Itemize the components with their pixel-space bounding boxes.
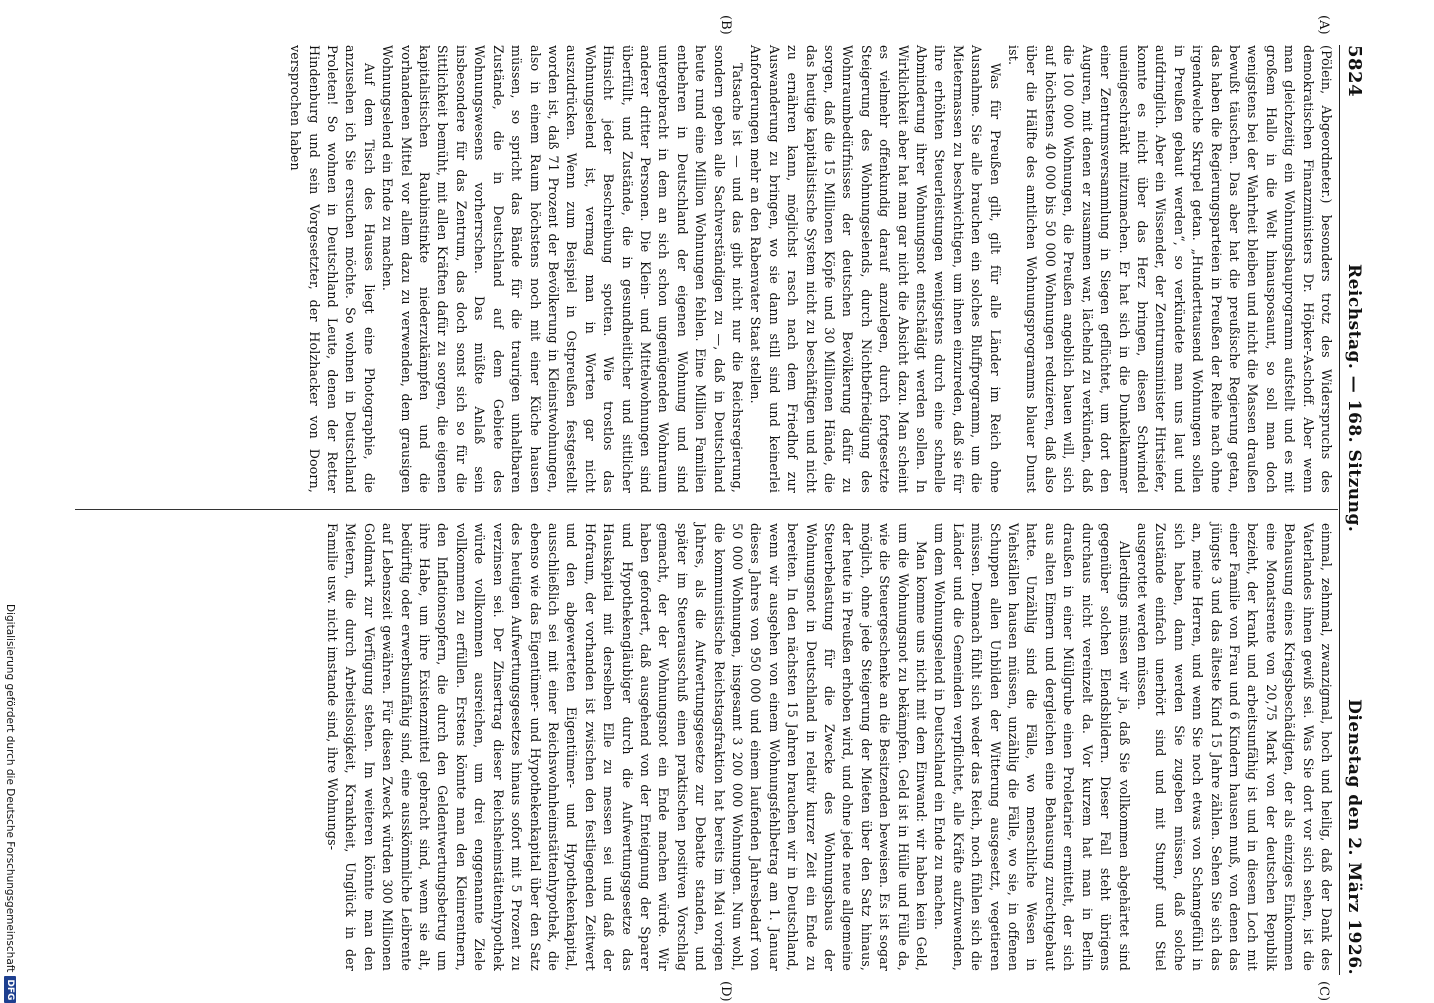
column-divider xyxy=(75,509,1338,510)
paragraph: Auf dem Tisch des Hauses liegt eine Photographie, die anzusehen ich Sie ersuchen möchte. So wohnen in Deutschland Proleten! So wohnen in Deutschland Leute, denen der Retter Hindenburg und sein Vorgesetzter, der Holzhacker von Doorn, versprochen haben xyxy=(288,45,377,493)
margin-marker-b: (B) xyxy=(718,15,733,35)
margin-marker-c: (C) xyxy=(1316,981,1331,1002)
paragraph: Was für Preußen gilt, gilt für alle Länder im Reich ohne Ausnahme. Sie alle brauchen ein solches Bluffprogramm, um die Mietermassen zu beschwichtigen, um ihnen einzureden, daß sie für ihre erhöhten Steuerleistungen wenigstens durch eine schnelle Abminderung ihrer Wohnungsnot entschädigt werden sollen. In Wirklichkeit aber hat man gar nicht die Absicht dazu. Man scheint es vielmehr offenkundig darauf anzulegen, durch fortgesetzte Steigerung des Wohnungselends, durch Nichtbefriedigung des Wohnraumbedürfnisses der deutschen Bevölkerung dafür zu sorgen, daß die 15 Millionen Köpfe und 30 Millionen Hände, die das heutige kapitalistische System nicht zu beschäftigen und nicht zu ernähren kann, möglichst rasch nach dem Friedhof zur Auswanderung zu bringen, wo sie dann still sind und keinerlei Anforderungen mehr an den Rabenvater Staat stellen. xyxy=(748,45,1003,493)
session-date: Dienstag den 2. März 1926. xyxy=(1344,699,1364,975)
page-number: 5824 xyxy=(1344,45,1365,98)
credit-text: Digitalisierung gefördert durch die Deutsche Forschungsgemeinschaft xyxy=(4,604,16,973)
paragraph: Man komme uns nicht mit dem Einwand: wir haben kein Geld, um die Wohnungsnot zu bekämpfen. Geld ist in Hülle und Fülle da, wie die Steuergeschenke an die Besitzenden beweisen. Es ist sogar möglich, ohne jede Steigerung der Mieten über den Satz hinaus, der heute in Preußen erhoben wird, und ohne jede neue allgemeine Steuerbelastung für die Zwecke des Wohnungsbaus der Wohnungsnot in Deutschland in relativ kurzer Zeit ein Ende zu bereiten. In den nächsten 15 Jahren brauchen wir in Deutschland, wenn wir ausgehen von einem Wohnungsfehlbetrag am 1. Januar dieses Jahres von 950 000 und einem laufenden Jahresbedarf von 50 000 Wohnungen, insgesamt 3 200 000 Wohnungen. Nun wohl, die kommunistische Reichstagsfraktion hat bereits im Mai vorigen Jahres, als die Aufwertungsgesetze zur Debatte standen, und später im Steuerausschuß einen praktischen positiven Vorschlag gemacht, der der Wohnungsnot ein Ende machen würde. Wir haben gefordert, daß ausgehend von der Enteignung der Sparer und Hypothekengläubiger durch die Aufwertungsgesetze das Hauskapital mit derselben Elle zu messen sei und daß der Hofraum, der vorhanden ist zwischen den festliegenden Zeitwert und den abgewerteten Eigentümer- und Hypothekenkapital, ausschließlich sei mit einer Reichswohnheimstättenhypothek, die ebenso wie das Eigentümer- und Hypothekenkapital über den Satz des heutigen Aufwertungsgesetzes hinaus sofort mit 5 Prozent zu verzinsen sei. Der Zinsertrag dieser Reichsheimstättenhypothek würde vollkommen ausreichen, um drei enggenannte Ziele vollkommen zu erfüllen. Erstens könnte man den Kleinrentnern, den Inflationsopfern, die durch den Geldentwertungsbetrug um ihre Habe, um ihre Existenzmittel gebracht sind, wenn sie alt, bedürftig oder erwerbsunfähig sind, eine ausskömmliche Leibrente auf Lebenszeit gewähren. Für diesen Zweck würden 300 Millionen Goldmark zur Verfügung stehen. Im weiteren könnte man den Mietern, die durch Arbeitslosigkeit, Krankheit, Unglück in der Familie usw. nicht imstande sind, ihre Wohnungs- xyxy=(325,523,930,971)
right-column xyxy=(65,523,1335,971)
session-title: Reichstag. — 168. Sitzung. xyxy=(1344,263,1364,533)
paragraph: einmal, zehnmal, zwanzigmal, hoch und heilig, daß der Dank des Vaterlandes ihnen gewiß sei. Was Sie dort vor sich sehen, ist die Behausung eines Kriegsbeschädigten, der als einziges Einkommen eine Monatsrente von 20,75 Mark von der deutschen Republik bezieht, der krank und arbeitsunfähig ist und in diesem Loch mit einer Familie von Frau und 6 Kindern hausen muß, von denen das jüngste 3 und das älteste Kind 15 Jahre zählen. Sehen Sie sich das an, meine Herren, und wenn Sie noch etwas von Schamgefühl in sich haben, dann werden Sie zugeben müssen, daß solche Zustände einfach unerhört sind und mit Stumpf und Stiel ausgerottet werden müssen. xyxy=(1134,523,1334,971)
header-rule xyxy=(1339,45,1340,975)
paragraph: Tatsache ist — und das gibt nicht nur die Reichsregierung, sondern geben alle Sachverständigen zu —, daß in Deutschland heute rund eine Million Wohnungen fehlen. Eine Million Familien entbehren in Deutschland der eigenen Wohnung und sind untergebracht in dem an sich schon ungenügenden Wohnraum anderer dritter Personen. Die Klein- und Mittelwohnungen sind überfüllt, und Zustände, die in gesundheitlicher und sittlicher Hinsicht jeder Beschreibung spotten. Wie trostlos das Wohnungselend ist, vermag man in Worten gar nicht auszudrücken. Wenn zum Beispiel in Ostpreußen festgestellt worden ist, daß 71 Prozent der Bevölkerung in Kleinstwohnungen, also in einem Raum höchstens noch mit einer Küche hausen müssen, so spricht das Bände für die traurigen unhaltbaren Zustände, die in Deutschland auf dem Gebiete des Wohnungswesens vorherrschen. Das müßte Anlaß sein insbesondere für das Zentrum, das doch sonst sich so für die Sittlichkeit bemüht, mit allen Kräften dafür zu sorgen, die eigenen kapitalistischen Raubinstinkte niederzukämpfen und die vorhandenen Mittel vor allem dazu zu verwenden, dem grausigen Wohnungselend ein Ende zu machen. xyxy=(380,45,745,493)
left-column xyxy=(65,45,1335,493)
scanned-page xyxy=(65,15,1365,1002)
margin-marker-d: (D) xyxy=(718,981,733,1002)
page-header xyxy=(1343,45,1365,975)
digitization-credit xyxy=(3,604,17,1001)
dfg-logo-icon: DFG xyxy=(4,976,16,1003)
margin-marker-a: (A) xyxy=(1316,15,1331,35)
paragraph: Allerdings müssen wir ja, daß Sie vollkommen abgehärtet sind gegenüber solchen Elendsbildern. Dieser Fall steht übrigens durchaus nicht vereinzelt da. Vor kurzem hat man in Berlin draußen in einer Müllgrube einen Proletarier ermittelt, der sich aus alten Eimern und dergleichen eine Behausung zurechtgebaut hatte. Unzählig sind die Fälle, wo menschliche Wesen in Viehställen hausen müssen, unzählig die Fälle, wo sie, in offenen Schuppen allen Unbilden der Witterung ausgesetzt, vegetieren müssen. Demnach fühlt sich weder das Reich, noch fühlen sich die Länder und die Gemeinden verpflichtet, alle Kräfte aufzuwenden, um dem Wohnungselend in Deutschland ein Ende zu machen. xyxy=(932,523,1132,971)
paragraph: (Pölein, Abgeordneter.) besonders trotz des Widerspruchs des demokratischen Finanzministers Dr. Höpker-Aschoff. Aber wenn man gleichzeitig ein Wohnungsbauprogramm aufstellt und es mit großem Hallo in die Welt hinausposaunt, so soll man doch wenigstens bei der Wahrheit bleiben und nicht die Massen draußen bewußt täuschen. Das aber hat die preußische Regierung getan, das haben die Regierungsparteien in Preußen der Reihe nach ohne irgendwelche Skrupel getan. „Hunderttausend Wohnungen sollen in Preußen gebaut werden“, so verkündete man uns laut und aufdringlich. Aber ein Wissender, der Zentrumsminister Hirtsiefer, konnte es nicht über das Herz bringen, diesen Schwindel uneingeschränkt mitzumachen. Er hat sich in die Dunkelkammer einer Zentrumsversammlung in Siegen geflüchtet, um dort den Auguren, mit denen er zusammen war, lächelnd zu verkünden, daß die 100 000 Wohnungen, die Preußen angeblich bauen will, sich auf höchstens 40 000 bis 50 000 Wohnungen reduzieren, daß also über die Hälfte des amtlichen Wohnungsprogramms blauer Dunst ist. xyxy=(1006,45,1334,493)
